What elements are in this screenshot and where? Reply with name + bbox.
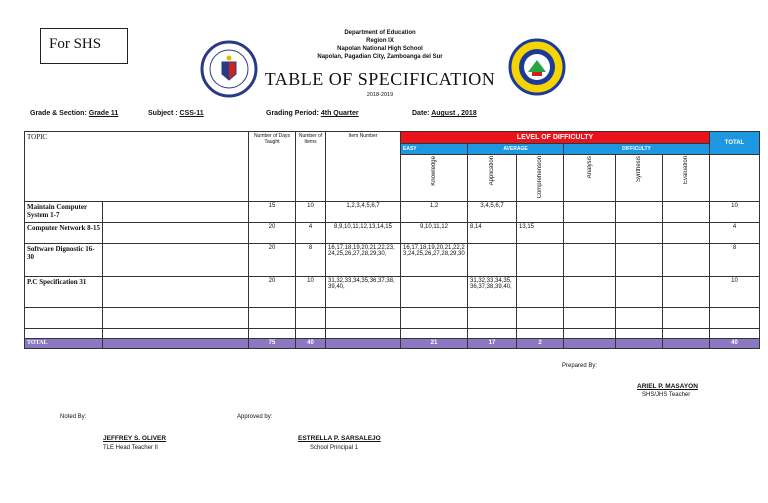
totals-application: 17 xyxy=(468,339,517,349)
row-items: 4 xyxy=(296,223,326,244)
totals-knowledge: 21 xyxy=(401,339,468,349)
prepared-name: ARIEL P. MASAYON xyxy=(637,383,698,390)
for-shs-badge: For SHS xyxy=(40,28,128,64)
date-value: August , 2018 xyxy=(431,110,477,117)
difficult-header: DIFFICULTY xyxy=(564,144,710,155)
row-itemnum: 1,2,3,4,5,6,7 xyxy=(326,202,401,223)
header-region: Region IX xyxy=(366,38,394,44)
level-difficulty-header: LEVEL OF DIFFICULTY xyxy=(401,132,710,144)
row-days: 20 xyxy=(249,223,296,244)
noted-name: JEFFREY S. OLIVER xyxy=(103,435,167,442)
grade-label: Grade & Section: xyxy=(30,110,87,117)
row-application: 3,4,5,6,7 xyxy=(468,202,517,223)
totals-label: TOTAL xyxy=(25,339,103,349)
level-analysis: Analysis xyxy=(586,156,593,179)
row-knowledge: 16,17,18,19,20,21,22,23,24,25,26,27,28,29,30 xyxy=(401,244,468,277)
totals-items: 40 xyxy=(296,339,326,349)
row-days: 20 xyxy=(249,244,296,277)
row-knowledge: 1,2 xyxy=(401,202,468,223)
grade-value: Grade 11 xyxy=(88,110,119,117)
row-days: 20 xyxy=(249,277,296,308)
row-comprehension xyxy=(517,244,564,277)
approved-name: ESTRELLA P. SARSALEJO xyxy=(298,435,381,442)
grading-period xyxy=(266,110,359,117)
item-number-header: Item Number xyxy=(326,132,401,202)
row-itemnum: 31,32,33,34,35,36,37,38,39,40, xyxy=(326,277,401,308)
subject xyxy=(148,110,204,117)
specification-table xyxy=(24,131,760,349)
level-comprehension: Comprehension xyxy=(537,156,543,199)
table-row xyxy=(25,277,760,308)
header-dept: Department of Education xyxy=(344,30,416,36)
prepared-role: SHS/JHS Teacher xyxy=(642,392,691,398)
row-days: 15 xyxy=(249,202,296,223)
row-comprehension xyxy=(517,202,564,223)
row-application: 31,32,33,34,35,36,37,38,39,40, xyxy=(468,277,517,308)
noted-role: TLE Head Teacher II xyxy=(103,445,158,451)
table-row-empty xyxy=(25,329,760,339)
topic-header: TOPIC xyxy=(25,132,249,202)
average-header: AVERAGE xyxy=(468,144,564,155)
row-total: 8 xyxy=(710,244,760,277)
totals-row xyxy=(25,339,760,349)
grade-section xyxy=(30,110,118,117)
row-topic: Maintain Computer System 1-7 xyxy=(25,202,103,223)
subject-label: Subject : xyxy=(148,110,178,117)
row-itemnum: 8,9,10,11,12,13,14,15 xyxy=(326,223,401,244)
subject-value: CSS-11 xyxy=(179,110,204,117)
total-header: TOTAL xyxy=(710,132,760,155)
row-topic: Computer Network 8-15 xyxy=(25,223,103,244)
row-knowledge: 9,10,11,12 xyxy=(401,223,468,244)
approved-label: Approved by: xyxy=(237,414,273,420)
table-row-empty xyxy=(25,308,760,329)
noted-label: Noted By: xyxy=(60,414,87,420)
easy-header: EASY xyxy=(401,144,468,155)
header-address: Napolan, Pagadian City, Zamboanga del Sur xyxy=(317,54,443,60)
totals-comprehension: 2 xyxy=(517,339,564,349)
date-label: Date: xyxy=(412,110,430,117)
row-items: 10 xyxy=(296,202,326,223)
row-comprehension xyxy=(517,277,564,308)
prepared-label: Prepared By: xyxy=(562,363,598,369)
row-items: 10 xyxy=(296,277,326,308)
row-items: 8 xyxy=(296,244,326,277)
row-itemnum: 16,17,18,19,20,21,22,23,24,25,26,27,28,29,30, xyxy=(326,244,401,277)
date xyxy=(412,110,477,117)
totals-total: 40 xyxy=(710,339,760,349)
level-synthesis: Synthesis xyxy=(636,156,642,183)
days-header: Number of Days Taught xyxy=(249,132,296,202)
approved-role: School Principal 1 xyxy=(310,445,359,451)
row-application: 8,14 xyxy=(468,223,517,244)
totals-days: 75 xyxy=(249,339,296,349)
page-title: TABLE OF SPECIFICATION xyxy=(264,69,496,89)
row-application xyxy=(468,244,517,277)
row-total: 4 xyxy=(710,223,760,244)
row-comprehension: 13,15 xyxy=(517,223,564,244)
row-topic: P.C Specification 31 xyxy=(25,277,103,308)
row-knowledge xyxy=(401,277,468,308)
level-evaluation: Evaluation xyxy=(683,156,689,185)
table-row xyxy=(25,223,760,244)
row-total: 10 xyxy=(710,202,760,223)
school-year: 2018-2019 xyxy=(366,92,394,98)
period-label: Grading Period: xyxy=(266,110,319,117)
level-application: Application xyxy=(489,156,495,186)
table-row xyxy=(25,244,760,277)
table-row xyxy=(25,202,760,223)
header-school: Napolan National High School xyxy=(337,46,423,52)
period-value: 4th Quarter xyxy=(320,110,359,117)
items-header: Number of Items xyxy=(296,132,326,202)
row-topic: Software Dignostic 16-30 xyxy=(25,244,103,277)
row-total: 10 xyxy=(710,277,760,308)
level-knowledge: Knowledge xyxy=(431,156,437,186)
